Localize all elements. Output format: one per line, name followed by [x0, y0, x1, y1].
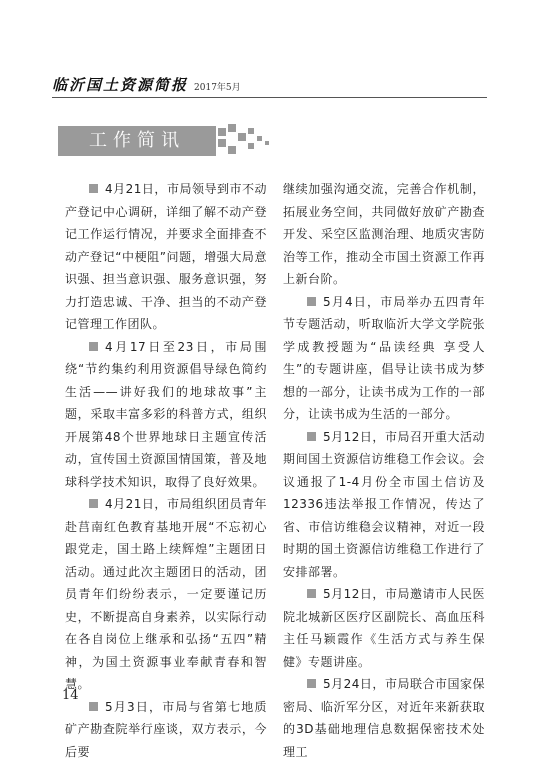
news-text: 4月17日至23日，市局围绕“节约集约利用资源倡导绿色简约生活——讲好我们的地球故事”主题，采取丰富多彩的科普方式，组织开展第48个世界地球日主题宣传活动，宣传国土资源国情国策，普及地球科学技术知识，取得了良好效果。: [65, 339, 267, 489]
square-bullet-icon: [307, 432, 316, 441]
square-bullet-icon: [89, 702, 98, 711]
deco-square: [218, 128, 226, 136]
left-column: [65, 178, 267, 763]
news-item: [283, 291, 485, 426]
news-text: 5月12日，市局邀请市人民医院北城新区医疗区副院长、高血压科主任马颖霞作《生活方式与养生保健》专题讲座。: [283, 587, 485, 669]
news-item: [283, 426, 485, 584]
news-text: 5月12日，市局召开重大活动期间国土资源信访维稳工作会议。会议通报了1-4月份全市国土信访及12336违法举报工作情况，传达了省、市信访维稳会议精神，对近一段时期的国土资源信访维稳工作进行了安排部署。: [283, 429, 485, 579]
deco-square: [228, 124, 236, 132]
header-rule: [52, 97, 487, 98]
news-item: [65, 336, 267, 494]
page-header: [52, 74, 241, 96]
page-number: 14: [62, 688, 79, 703]
news-text: 5月24日，市局联合市国家保密局、临沂军分区，对近年来新获取的3D基础地理信息数据保密技术处理工: [283, 677, 485, 759]
issue-date: 2017年5月: [194, 83, 241, 93]
square-bullet-icon: [307, 679, 316, 688]
news-text: 4月21日，市局领导到市不动产登记中心调研，详细了解不动产登记工作运行情况，并要求全面排查不动产登记“中梗阻”问题，增强大局意识强、担当意识强、服务意识强，努力打造忠诚、干净、担当的不动产登记管理工作团队。: [65, 182, 267, 331]
news-item: [65, 696, 267, 764]
square-bullet-icon: [307, 589, 316, 598]
news-text: 5月3日，市局与省第七地质矿产勘查院举行座谈，双方表示，今后要: [65, 699, 267, 759]
deco-square: [238, 133, 246, 141]
square-bullet-icon: [307, 297, 316, 306]
square-bullet-icon: [89, 342, 98, 351]
deco-square: [218, 139, 226, 147]
section-title: 工作简讯: [89, 130, 185, 151]
news-continuation: 继续加强沟通交流，完善合作机制，拓展业务空间，共同做好放矿产勘查开发、采空区监测治理、地质灾害防治等工作，推动全市国土资源工作再上新台阶。: [283, 182, 485, 286]
news-text: 5月4日，市局举办五四青年节专题活动，听取临沂大学文学院张学成教授题为“品读经典 享受人生”的专题讲座，倡导让读书成为梦想的一部分，让读书成为工作的一部分，让读书成为生活的一部分。: [283, 294, 485, 421]
deco-square: [248, 143, 254, 149]
news-item: [283, 583, 485, 673]
deco-square: [265, 141, 269, 145]
right-column: [283, 178, 485, 763]
section-banner: [58, 126, 216, 156]
news-item: [65, 178, 267, 336]
square-bullet-icon: [89, 499, 98, 508]
news-text: 4月21日，市局组织团员青年赴莒南红色教育基地开展“不忘初心跟党走，国土路上续辉煌”主题团日活动。通过此次主题团日的活动，团员青年们纷纷表示，一定要谨记历史，不断提高自身素养，以实际行动在各自岗位上继承和弘扬“五四”精神，为国土资源事业奉献青春和智慧。: [65, 497, 267, 691]
publication-title: 临沂国土资源简报: [52, 76, 189, 94]
deco-square: [228, 146, 236, 154]
news-item: [283, 673, 485, 763]
square-bullet-icon: [89, 184, 98, 193]
deco-square: [257, 136, 262, 141]
news-item: [65, 493, 267, 696]
deco-square: [248, 128, 254, 134]
